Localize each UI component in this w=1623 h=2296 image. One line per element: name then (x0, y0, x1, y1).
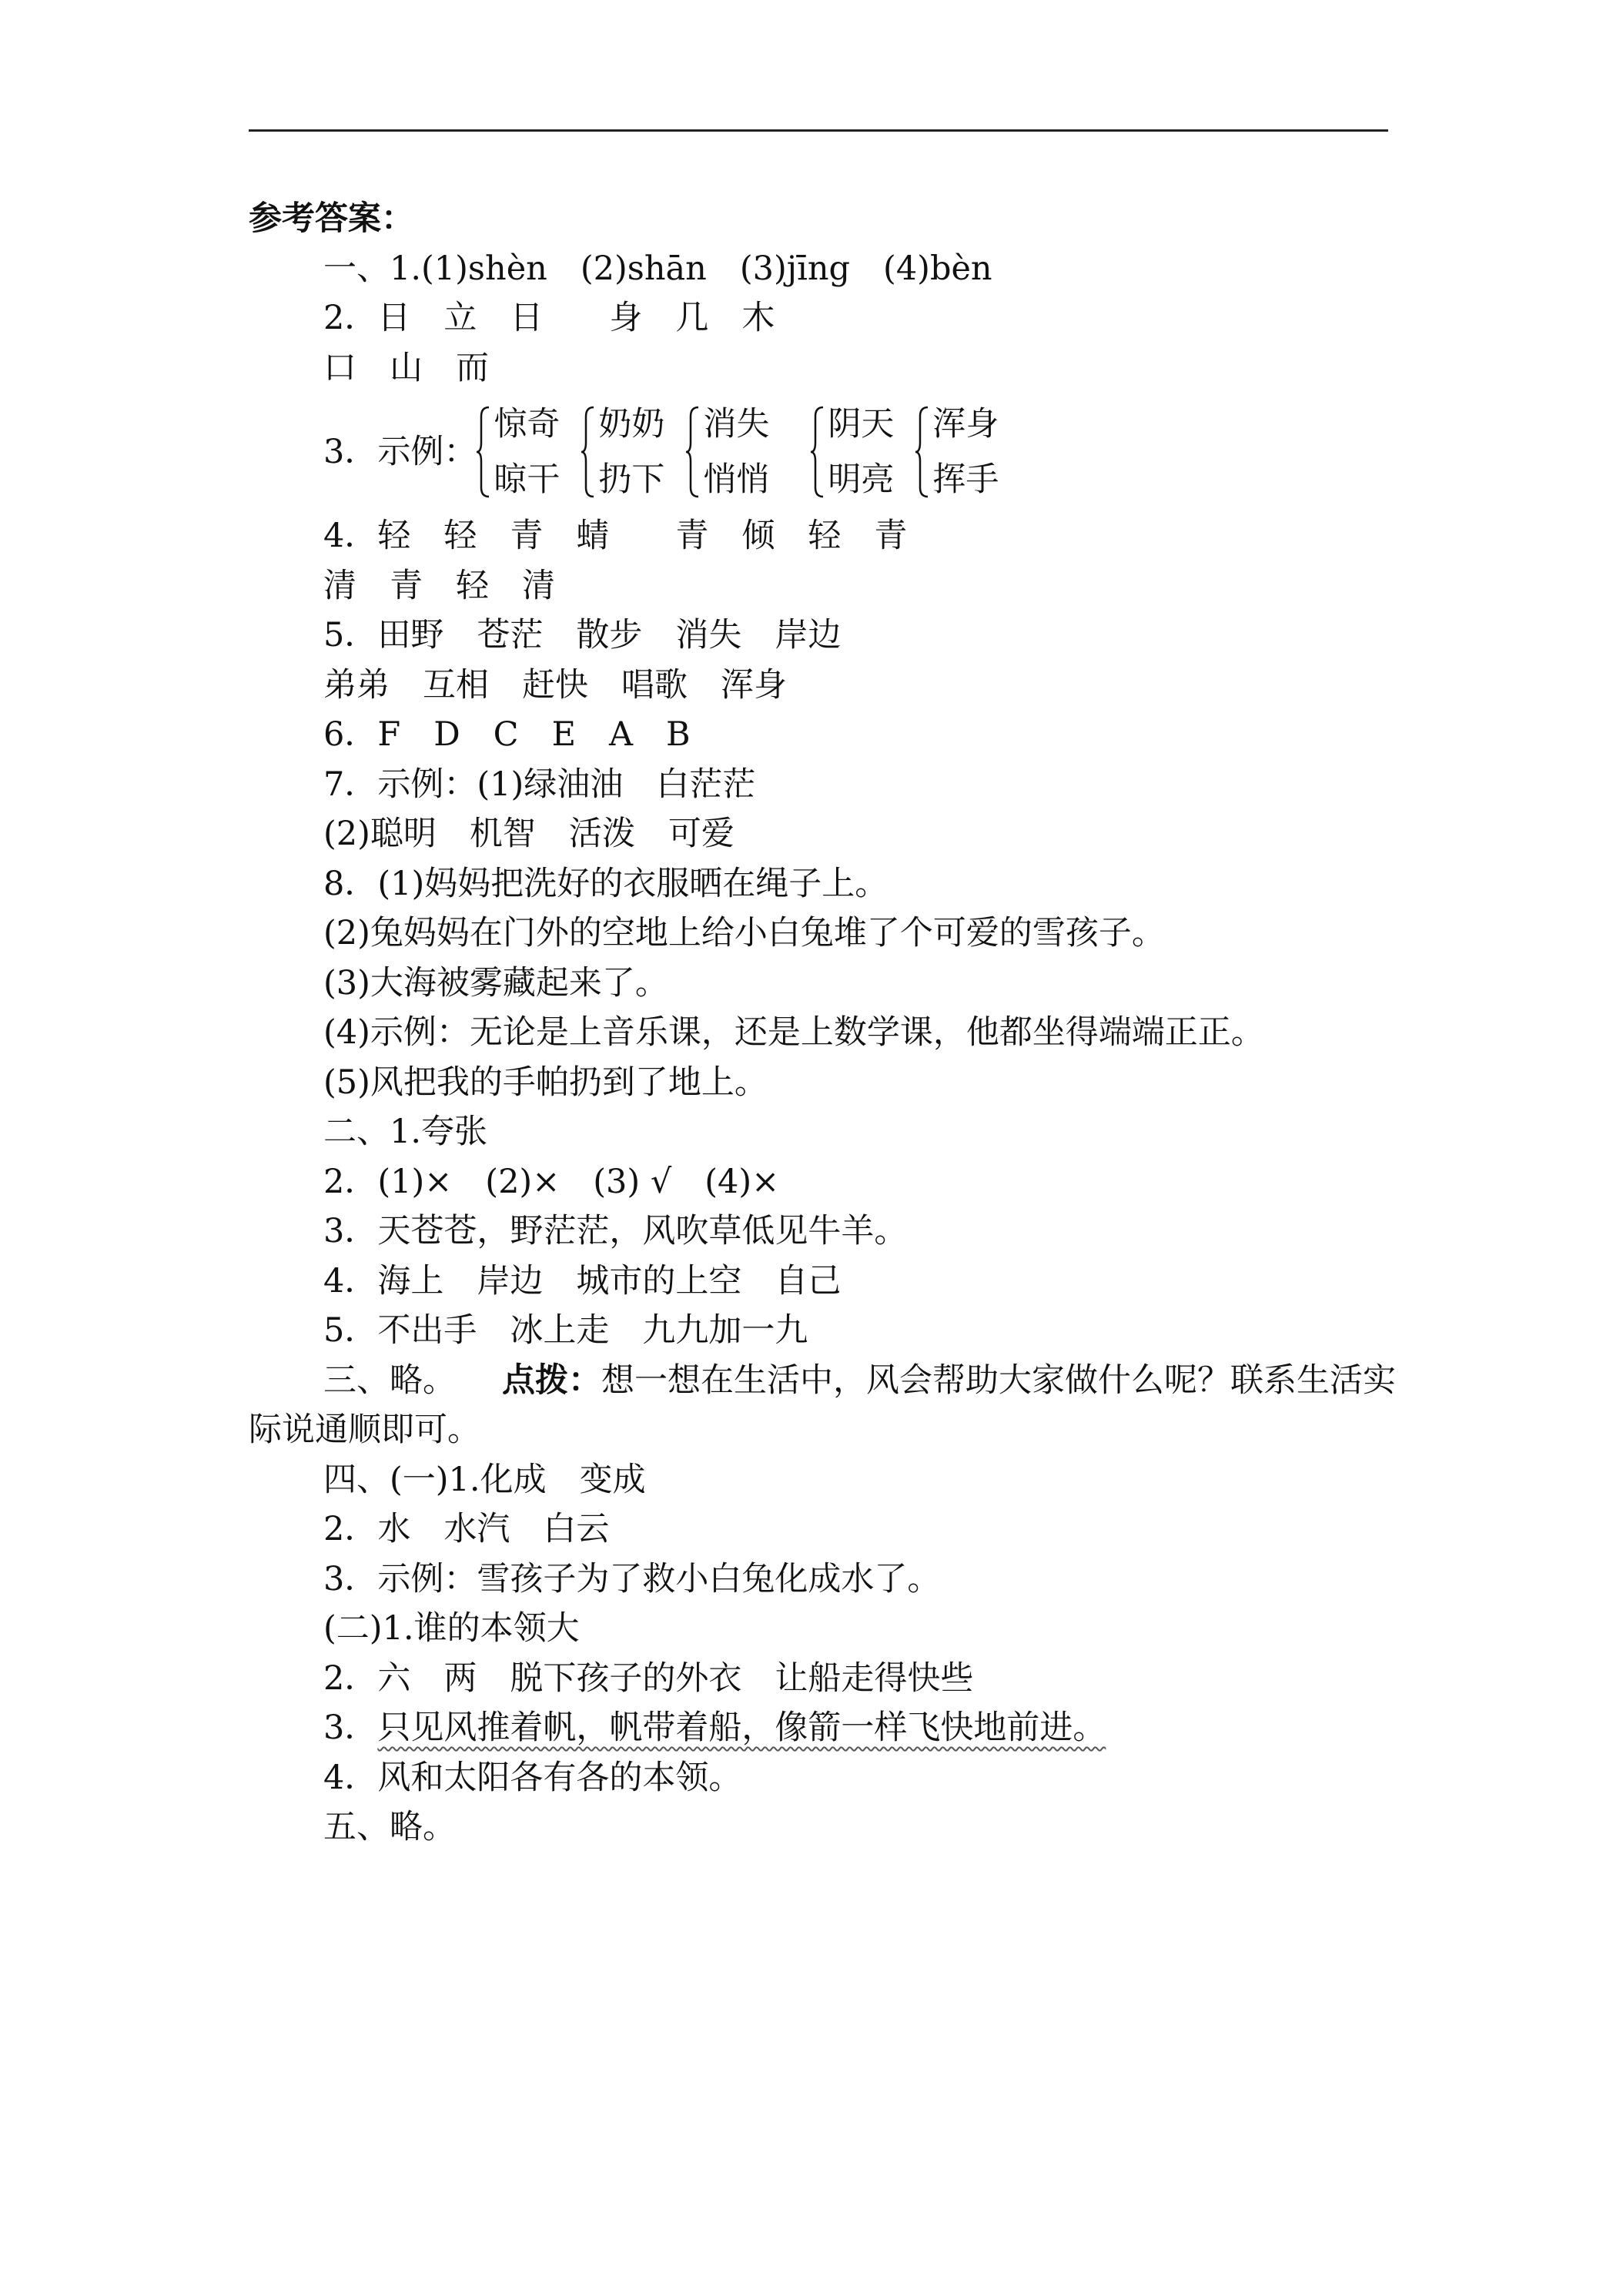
s4-part1-item-1: 四、(一)1.化成 变成 (323, 1460, 646, 1499)
s4-part2-item-1: (二)1.谁的本领大 (323, 1609, 580, 1648)
word-bottom: 悄悄 (703, 460, 770, 499)
word-pair-group (581, 397, 664, 507)
s2-item-2: 2．(1)× (2)× (3) √ (4)× (323, 1162, 780, 1201)
s1-item-4-cont: 清 青 轻 清 (323, 566, 555, 605)
s1-item-5-cont: 弟弟 互相 赶快 唱歌 浑身 (323, 665, 787, 705)
s1-item-2-cont: 口 山 而 (323, 348, 489, 387)
word-pair-group (686, 397, 769, 507)
s1-item-7-cont: (2)聪明 机智 活泼 可爱 (323, 815, 735, 853)
word-bottom: 明亮 (828, 460, 895, 499)
brace-icon (915, 406, 929, 498)
s2-item-4: 4．海上 岸边 城市的上空 自己 (323, 1261, 842, 1300)
hint-label: 点拨： (502, 1361, 601, 1400)
s4-part1-item-3: 3．示例：雪孩子为了救小白兔化成水了。 (323, 1559, 941, 1598)
s1-item-2: 2．日 立 日 身 几 木 (323, 299, 775, 337)
word-top: 阴天 (828, 405, 895, 443)
word-pair-group (811, 397, 894, 507)
word-bottom: 扔下 (598, 460, 665, 499)
brace-icon (811, 406, 825, 498)
word-top: 消失 (703, 405, 770, 443)
s1-item-8-1: 8．(1)妈妈把洗好的衣服晒在绳子上。 (323, 864, 888, 903)
brace-icon (686, 406, 700, 498)
word-pair-group (915, 397, 999, 507)
s1-item-8-5: (5)风把我的手帕扔到了地上。 (323, 1063, 768, 1102)
page-title: 参考答案： (249, 199, 414, 238)
word-top: 惊奇 (494, 405, 561, 443)
s1-item-8-3: (3)大海被雾藏起来了。 (323, 963, 668, 1002)
s3-lead: 三、略。 (323, 1361, 456, 1400)
word-bottom: 晾干 (494, 460, 561, 499)
word-pair-group (477, 397, 560, 507)
word-top: 浑身 (932, 405, 999, 443)
s1-item-5: 5．田野 苍茫 散步 消失 岸边 (323, 616, 842, 654)
s5-answer: 五、略。 (323, 1808, 456, 1846)
hint-text: 想一想在生活中，风会帮助大家做什么呢？联系生活实际说通顺即可。 (249, 1361, 1396, 1449)
s1-item-7: 7．示例：(1)绿油油 白茫茫 (323, 765, 756, 804)
s4-part2-item-3 (249, 1703, 1396, 1753)
item-number: 3． (323, 1709, 378, 1747)
s1-item-3-label: 3．示例： (323, 432, 477, 471)
s1-item-8-4: (4)示例：无论是上音乐课，还是上数学课，他都坐得端端正正。 (323, 1013, 1264, 1052)
underlined-sentence: 只见风推着帆，帆带着船，像箭一样飞快地前进。 (377, 1709, 1106, 1747)
s4-part2-item-2: 2．六 两 脱下孩子的外衣 让船走得快些 (323, 1658, 974, 1698)
s2-item-3: 3．天苍苍，野茫茫，风吹草低见牛羊。 (323, 1212, 908, 1250)
brace-icon (581, 406, 595, 498)
s2-item-5: 5．不出手 冰上走 九九加一九 (323, 1311, 808, 1350)
s1-item-1: 一、1.(1)shèn (2)shān (3)jīng (4)bèn (323, 249, 992, 288)
s1-item-6: 6．F D C E A B (323, 715, 691, 754)
header-rule (249, 129, 1388, 132)
word-bottom: 挥手 (932, 460, 999, 499)
word-top: 奶奶 (598, 405, 665, 443)
s4-part2-item-4: 4．风和太阳各有各的本领。 (323, 1758, 742, 1797)
s2-item-1: 二、1.夸张 (323, 1113, 488, 1151)
brace-icon (477, 406, 490, 498)
s1-item-8-2: (2)兔妈妈在门外的空地上给小白兔堆了个可爱的雪孩子。 (323, 914, 1165, 952)
answer-key (249, 194, 1396, 1853)
s4-part1-item-2: 2．水 水汽 白云 (323, 1510, 610, 1548)
s1-item-4: 4．轻 轻 青 蜻 青 倾 轻 青 (323, 517, 908, 555)
s1-item-3 (249, 393, 1396, 511)
s3-answer (249, 1356, 1396, 1455)
